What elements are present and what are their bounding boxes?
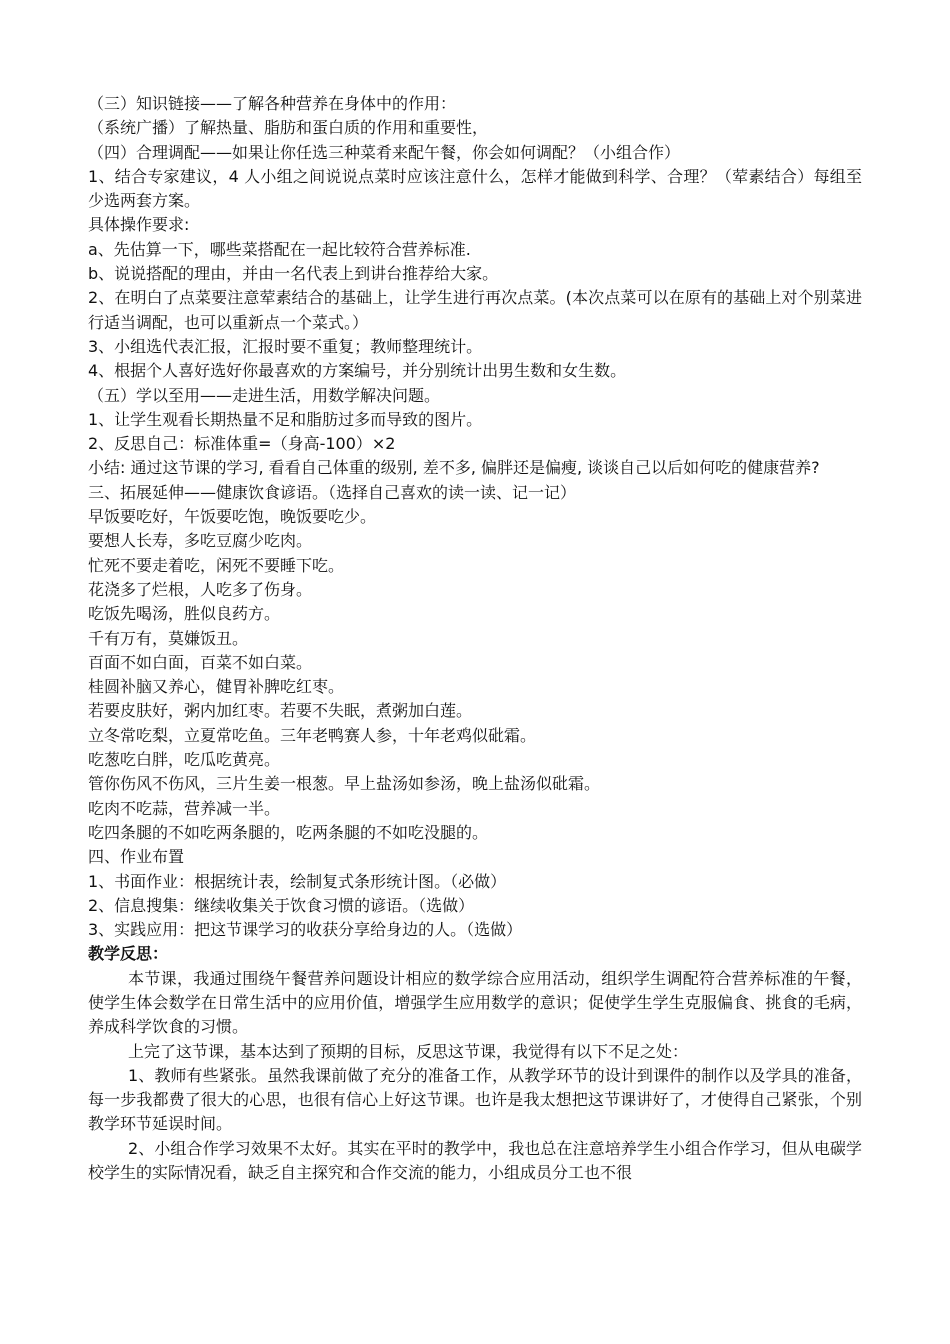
paragraph-broadcast: （系统广播）了解热量、脂肪和蛋白质的作用和重要性， [88, 118, 489, 138]
proverb-item: 百面不如白面，百菜不如白菜。 [88, 652, 313, 672]
requirement-b: b、说说搭配的理由，并由一名代表上到讲台推荐给大家。 [88, 264, 499, 284]
proverb-item: 要想人长寿，多吃豆腐少吃肉。 [88, 531, 313, 551]
section-heading-knowledge-link: （三）知识链接——了解各种营养在身体中的作用： [88, 94, 457, 113]
proverb-list [88, 505, 862, 845]
proverb-item: 吃葱吃白胖，吃瓜吃黄亮。 [88, 750, 281, 770]
paragraph-step-1: 1、结合专家建议，4 人小组之间说说点菜时应该注意什么，怎样才能做到科学、合理？（荤素结合）每组至少选两套方案。 [88, 166, 862, 211]
summary-paragraph: 小结: 通过这节课的学习, 看看自己体重的级别, 差不多, 偏胖还是偏瘦, 谈谈自己以后如何吃的健康营养? [88, 458, 820, 478]
proverb-item: 若要皮肤好，粥内加红枣。若要不失眠，煮粥加白莲。 [88, 701, 473, 721]
proverb-item: 千有万有，莫嫌饭丑。 [88, 628, 249, 648]
section-heading-homework: 四、作业布置 [88, 847, 185, 867]
section-heading-extension: 三、拓展延伸——健康饮食谚语。（选择自己喜欢的读一读、记一记） [88, 482, 577, 502]
reflection-paragraph-3: 1、教师有些紧张。虽然我课前做了充分的准备工作，从教学环节的设计到课件的制作以及学具的准备，每一步我都费了很大的心思，也很有信心上好这节课。也许是我太想把这节课讲好了，才使得自己紧张，个别教学环节延误时间。 [88, 1065, 862, 1134]
proverb-item: 早饭要吃好，午饭要吃饱，晚饭要吃少。 [88, 507, 377, 527]
proverb-item: 吃饭先喝汤，胜似良药方。 [88, 604, 281, 624]
proverb-item: 管你伤风不伤风，三片生姜一根葱。早上盐汤如参汤，晚上盐汤似砒霜。 [88, 774, 601, 794]
proverb-item: 花浇多了烂根，人吃多了伤身。 [88, 579, 313, 599]
section-heading-apply: （五）学以至用——走进生活，用数学解决问题。 [88, 385, 441, 405]
requirements-title: 具体操作要求: [88, 215, 190, 235]
proverb-item: 吃四条腿的不如吃两条腿的，吃两条腿的不如吃没腿的。 [88, 822, 489, 842]
reflection-paragraph-2: 上完了这节课，基本达到了预期的目标，反思这节课，我觉得有以下不足之处： [128, 1041, 689, 1061]
paragraph-step-4: 4、根据个人喜好选好你最喜欢的方案编号，并分别统计出男生数和女生数。 [88, 361, 627, 381]
proverb-item: 桂圆补脑又养心，健胃补脾吃红枣。 [88, 677, 345, 697]
section-heading-reasonable-mix: （四）合理调配——如果让你任选三种菜肴来配午餐，你会如何调配？（小组合作） [88, 142, 681, 162]
apply-item-1: 1、让学生观看长期热量不足和脂肪过多而导致的图片。 [88, 409, 483, 429]
homework-item-3: 3、实践应用：把这节课学习的收获分享给身边的人。（选做） [88, 920, 523, 940]
apply-item-2: 2、反思自己：标准体重=（身高-100）×2 [88, 434, 396, 454]
paragraph-step-2: 2、在明白了点菜要注意荤素结合的基础上，让学生进行再次点菜。(本次点菜可以在原有的基础上对个别菜进行适当调配，也可以重新点一个菜式。） [88, 288, 862, 332]
proverb-item: 吃肉不吃蒜，营养减一半。 [88, 798, 281, 818]
requirement-a: a、先估算一下，哪些菜搭配在一起比较符合营养标准. [88, 239, 471, 259]
reflection-paragraph-4: 2、小组合作学习效果不太好。其实在平时的教学中，我也总在注意培养学生小组合作学习，但从电碳学校学生的实际情况看，缺乏自主探究和合作交流的能力，小组成员分工也不很 [88, 1138, 862, 1183]
reflection-paragraph-1: 本节课，我通过围绕午餐营养问题设计相应的数学综合应用活动，组织学生调配符合营养标准的午餐，使学生体会数学在日常生活中的应用价值，增强学生应用数学的意识；促使学生学生克服偏食、挑食的毛病，养成科学饮食的习惯。 [88, 968, 862, 1037]
paragraph-step-3: 3、小组选代表汇报，汇报时要不重复；教师整理统计。 [88, 336, 483, 356]
proverb-item: 立冬常吃梨，立夏常吃鱼。三年老鸭赛人参，十年老鸡似砒霜。 [88, 725, 537, 745]
proverb-item: 忙死不要走着吃，闲死不要睡下吃。 [88, 555, 345, 575]
homework-item-2: 2、信息搜集：继续收集关于饮食习惯的谚语。（选做） [88, 895, 475, 915]
reflection-title: 教学反思： [88, 944, 169, 964]
homework-item-1: 1、书面作业：根据统计表，绘制复式条形统计图。（必做） [88, 871, 507, 891]
